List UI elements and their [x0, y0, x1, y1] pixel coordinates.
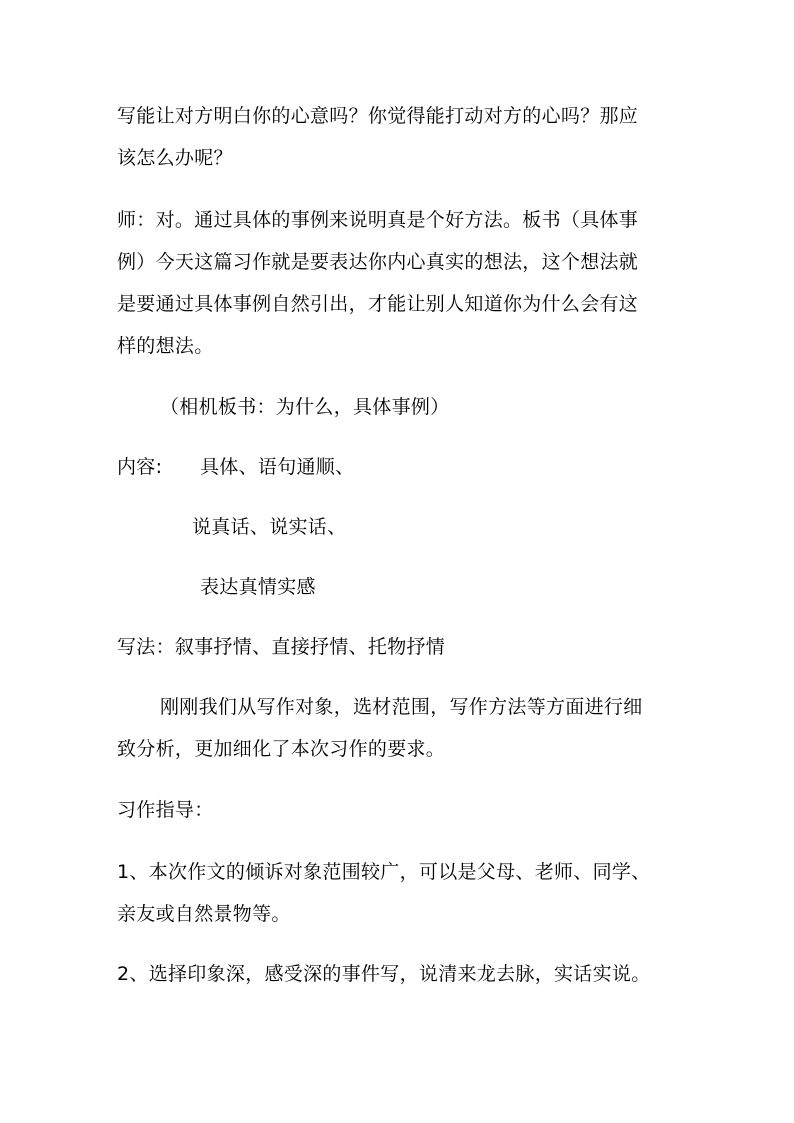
paragraph-line: 师：对。通过具体的事例来说明真是个好方法。板书（具体事	[117, 209, 639, 231]
list-item-continuation: 亲友或自然景物等。	[117, 903, 291, 925]
writing-method: 写法：叙事抒情、直接抒情、托物抒情	[117, 636, 446, 658]
paragraph-line: 刚刚我们从写作对象，选材范围，写作方法等方面进行细	[160, 696, 643, 718]
paragraph-line: 写能让对方明白你的心意吗？你觉得能打动对方的心吗？那应	[117, 105, 639, 127]
paragraph-line: 样的想法。	[117, 335, 214, 357]
content-label: 内容:	[117, 456, 163, 478]
content-item: 表达真情实感	[200, 576, 316, 598]
section-heading: 习作指导：	[117, 799, 214, 821]
content-item: 具体、语句通顺、	[200, 456, 355, 478]
board-note: （相机板书：为什么，具体事例）	[160, 396, 450, 418]
paragraph-line: 该怎么办呢？	[117, 147, 233, 169]
paragraph-line: 例）今天这篇习作就是要表达你内心真实的想法，这个想法就	[117, 251, 639, 273]
list-item: 1、本次作文的倾诉对象范围较广，可以是父母、老师、同学、	[117, 861, 651, 883]
content-item: 说真话、说实话、	[192, 516, 347, 538]
paragraph-line: 是要通过具体事例自然引出，才能让别人知道你为什么会有这	[117, 293, 639, 315]
paragraph-line: 致分析，更加细化了本次习作的要求。	[117, 738, 446, 760]
list-item: 2、选择印象深，感受深的事件写，说清来龙去脉，实话实说。	[117, 963, 651, 985]
